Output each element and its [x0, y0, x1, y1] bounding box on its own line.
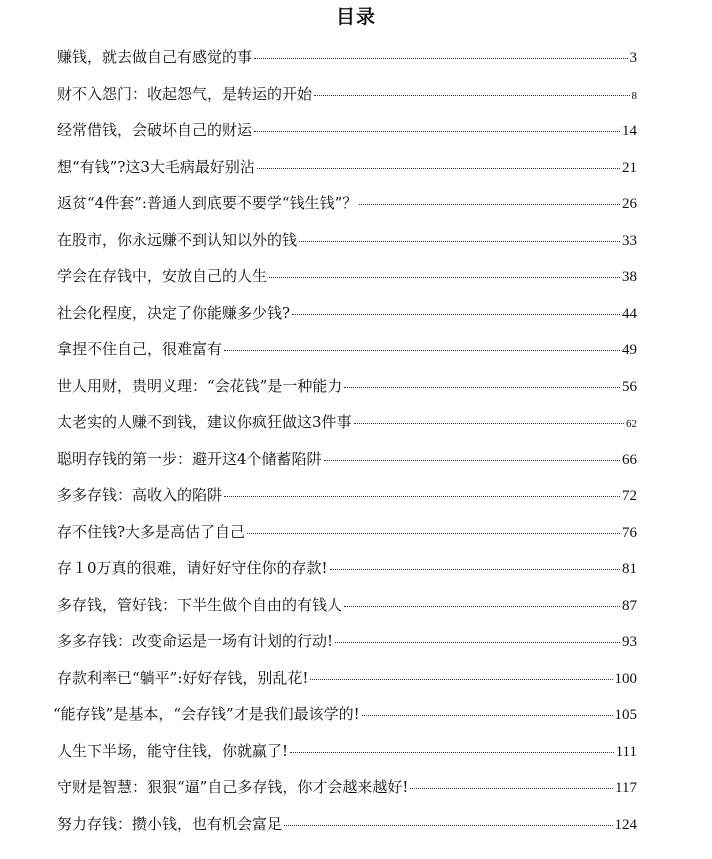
toc-entry-title: 学会在存钱中，安放自己的人生	[57, 267, 268, 285]
toc-entry-title: 存款利率已“躺平”:好好存钱，别乱花!	[57, 668, 309, 687]
toc-entry[interactable]	[57, 623, 637, 660]
toc-entry-page: 76	[622, 524, 637, 541]
dot-leader	[330, 569, 620, 570]
toc-entry-title: 经常借钱，会破坏自己的财运	[57, 121, 253, 139]
dot-leader	[362, 715, 613, 716]
dot-leader	[359, 204, 620, 205]
toc-entry-title: 多存钱，管好钱：下半生做个自由的有钱人	[57, 595, 343, 614]
toc-entry-title: 在股市，你永远赚不到认知以外的钱	[57, 230, 298, 249]
dot-leader	[344, 387, 620, 388]
toc-entry[interactable]	[57, 550, 637, 587]
dot-leader	[335, 642, 620, 643]
toc-entry[interactable]	[57, 477, 637, 514]
toc-entry-title: 存不住钱?大多是高估了自己	[57, 522, 246, 541]
toc-entry-page: 100	[614, 670, 637, 687]
toc-entry-page: 26	[622, 196, 637, 212]
dot-leader	[257, 168, 620, 169]
toc-entry-title: 努力存钱：攒小钱，也有机会富足	[57, 814, 283, 833]
toc-entry-title: 守财是智慧：狠狠“逼”自己多存钱，你才会越来越好!	[57, 778, 409, 796]
dot-leader	[299, 241, 620, 242]
dot-leader	[354, 423, 624, 424]
toc-entry[interactable]	[57, 404, 637, 441]
toc-entry[interactable]	[57, 331, 637, 368]
toc-entry-title: 人生下半场，能守住钱，你就赢了!	[57, 741, 289, 760]
toc-entry-title: 财不入怨门：收起怨气，是转运的开始	[57, 84, 313, 103]
toc-entry-page: 62	[626, 418, 637, 430]
toc-entry-page: 21	[622, 159, 637, 176]
toc-entry-page: 38	[622, 269, 637, 285]
toc-entry-title: 世人用财，贵明义理：“会花钱”是一种能力	[57, 376, 343, 395]
dot-leader	[284, 825, 612, 826]
toc-entry-title: 赚钱，就去做自己有感觉的事	[57, 48, 253, 66]
toc-entry-page: 87	[622, 597, 637, 614]
toc-entry-page: 56	[622, 378, 637, 395]
dot-leader	[324, 460, 620, 461]
toc-entry-title: 拿捏不住自己，很难富有	[57, 340, 223, 358]
toc-entry-page: 66	[622, 451, 637, 468]
toc-entry[interactable]	[57, 258, 637, 295]
toc-entry-title: 社会化程度，决定了你能赚多少钱?	[57, 303, 291, 322]
dot-leader	[247, 533, 620, 534]
dot-leader	[410, 788, 613, 789]
toc-entry[interactable]	[57, 112, 637, 149]
toc-entry-title: 想“有钱”?这3大毛病最好别沾	[57, 157, 255, 176]
toc-entry-title: 返贫“4件套”:普通人到底要不要学“钱生钱”？	[57, 194, 358, 212]
toc-entry[interactable]	[57, 222, 637, 259]
dot-leader	[224, 496, 620, 497]
dot-leader	[290, 752, 614, 753]
toc-entry[interactable]	[57, 441, 637, 478]
toc-entry[interactable]	[53, 696, 637, 733]
toc-entry-title: 太老实的人赚不到钱，建议你疯狂做这3件事	[57, 413, 352, 431]
dot-leader	[292, 314, 620, 315]
toc-entry-page: 124	[614, 816, 637, 833]
dot-leader	[254, 58, 627, 59]
toc-entry[interactable]	[57, 76, 637, 113]
toc-entry-title: 聪明存钱的第一步：避开这4个储蓄陷阱	[57, 449, 322, 468]
toc-entry[interactable]	[57, 587, 637, 624]
toc-entry[interactable]	[57, 806, 637, 843]
dot-leader	[254, 131, 620, 132]
toc-entry[interactable]	[57, 368, 637, 405]
toc-entry-title: 存１0万真的很难，请好好守住你的存款!	[57, 559, 328, 577]
dot-leader	[314, 95, 629, 96]
dot-leader	[269, 277, 620, 278]
toc-entry[interactable]	[57, 733, 637, 770]
toc-entry-page: 33	[622, 232, 637, 249]
dot-leader	[344, 606, 620, 607]
toc-entry-title: 多多存钱：改变命运是一场有计划的行动!	[57, 632, 334, 650]
toc-list	[53, 39, 637, 842]
toc-entry-page: 14	[622, 123, 637, 139]
toc-entry-page: 72	[622, 488, 637, 504]
dot-leader	[310, 679, 612, 680]
toc-entry-page: 49	[622, 342, 637, 358]
toc-entry-page: 105	[614, 707, 637, 723]
toc-entry[interactable]	[57, 149, 637, 186]
toc-entry[interactable]	[57, 185, 637, 222]
toc-entry-page: 93	[622, 634, 637, 650]
toc-entry[interactable]	[57, 660, 637, 697]
toc-entry[interactable]	[57, 295, 637, 332]
toc-entry-title: “能存钱”是基本，“会存钱”才是我们最该学的!	[53, 705, 360, 723]
toc-entry-title: 多多存钱：高收入的陷阱	[57, 486, 223, 504]
toc-entry[interactable]	[57, 514, 637, 551]
toc-entry[interactable]	[57, 39, 637, 76]
toc-entry-page: 111	[615, 743, 637, 760]
toc-entry-page: 81	[622, 561, 637, 577]
dot-leader	[224, 350, 620, 351]
toc-entry-page: 44	[622, 305, 637, 322]
toc-entry-page: 3	[629, 50, 637, 66]
toc-entry[interactable]	[57, 769, 637, 806]
toc-entry-page: 117	[615, 780, 637, 796]
page-title: 目录	[335, 6, 376, 28]
toc-entry-page: 8	[631, 89, 637, 102]
